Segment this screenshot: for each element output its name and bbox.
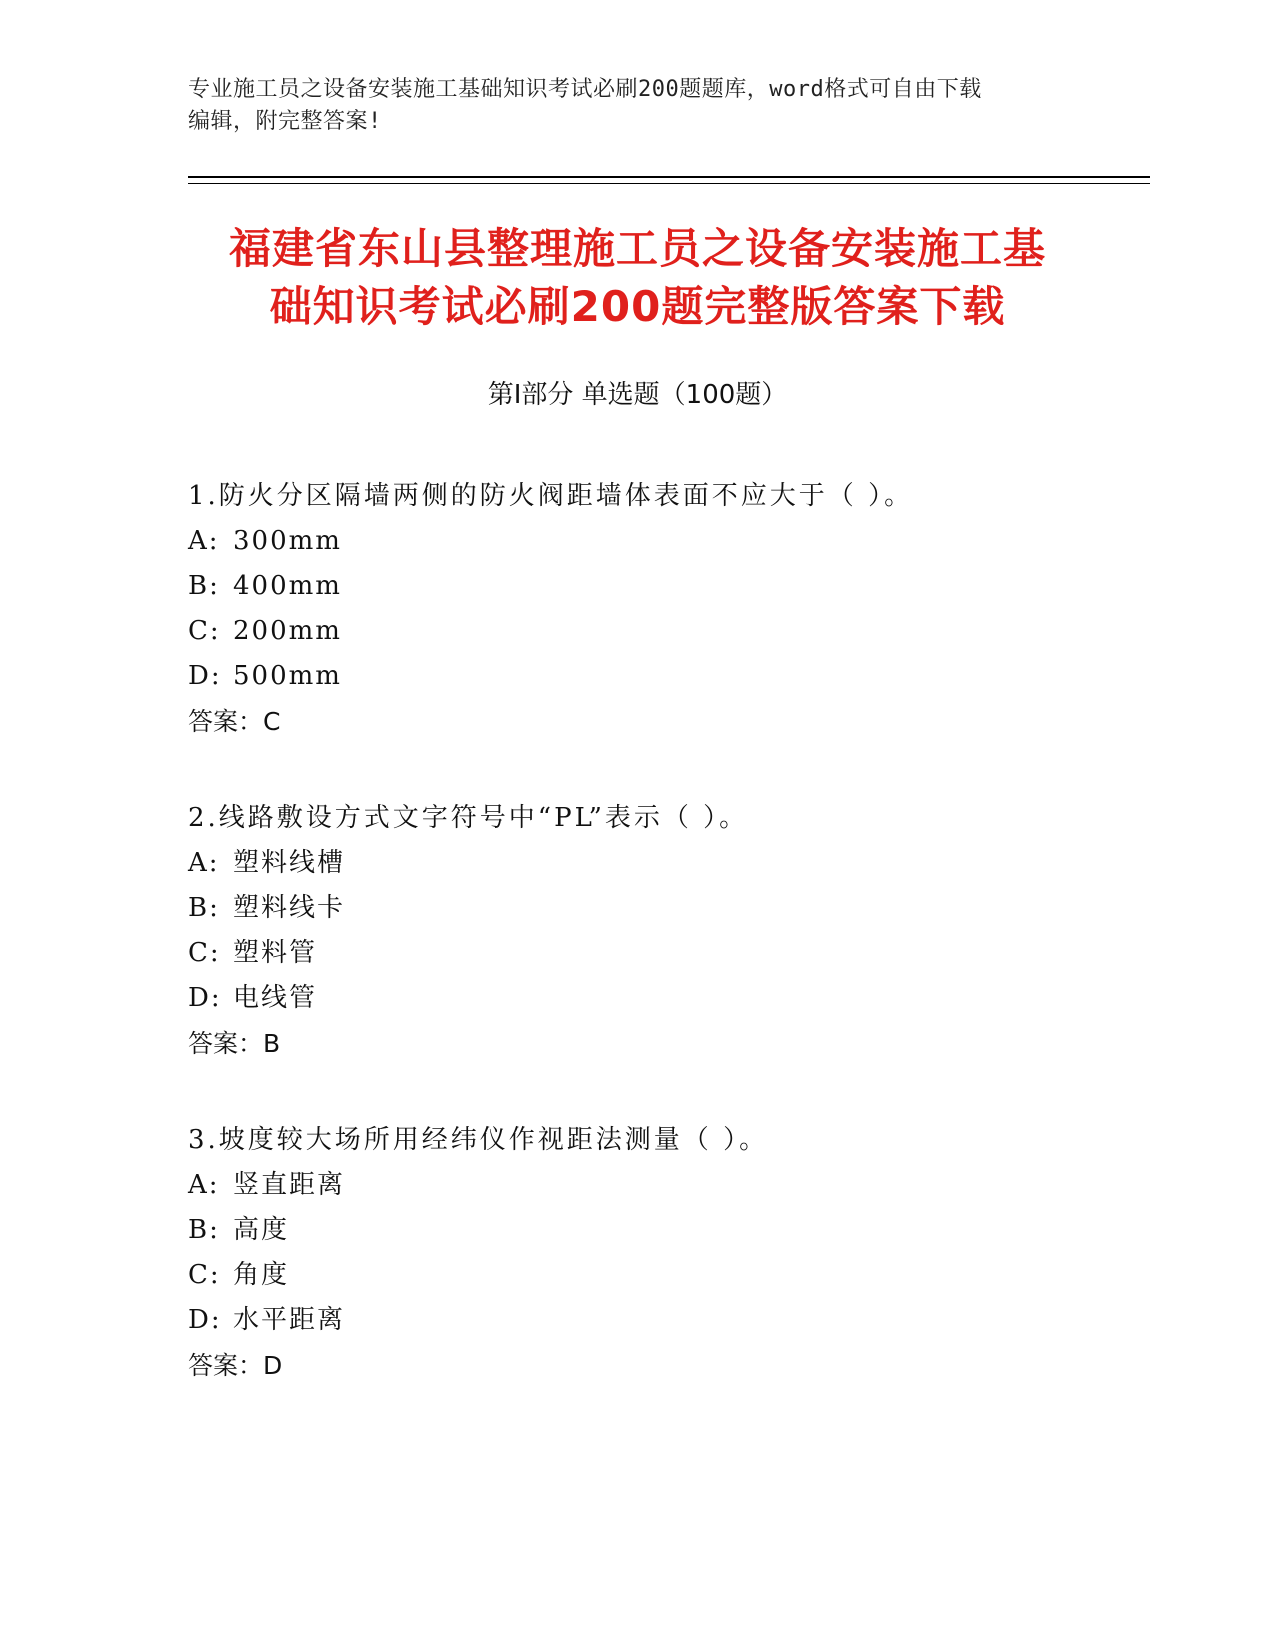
document-title-line-2: 础知识考试必刷200题完整版答案下载: [269, 282, 1006, 331]
option-d: [188, 976, 1148, 1021]
option-label: A:: [188, 526, 220, 556]
question-stem: 3.坡度较大场所用经纬仪作视距法测量（ ）。: [188, 1125, 769, 1155]
header-note: [188, 74, 1068, 138]
header-divider-thin: [188, 183, 1150, 184]
option-text: 高度: [233, 1215, 290, 1245]
option-text: 500mm: [233, 661, 342, 691]
option-text: 400mm: [233, 571, 342, 601]
option-text: 塑料线槽: [233, 848, 346, 878]
option-b: [188, 564, 1148, 609]
option-label: B:: [188, 571, 220, 601]
option-label: D:: [188, 661, 222, 691]
option-text: 角度: [233, 1260, 290, 1290]
option-b: [188, 1208, 1148, 1253]
option-b: [188, 886, 1148, 931]
option-a: [188, 519, 1148, 564]
question-list: [188, 474, 1148, 1440]
option-c: [188, 931, 1148, 976]
option-text: 200mm: [233, 616, 342, 646]
header-divider-thick: [188, 176, 1150, 178]
question-stem: 1.防火分区隔墙两侧的防火阀距墙体表面不应大于（ ）。: [188, 481, 914, 511]
option-label: D:: [188, 1305, 222, 1335]
option-text: 竖直距离: [233, 1170, 346, 1200]
answer-line: 答案：C: [188, 707, 281, 736]
option-d: [188, 654, 1148, 699]
option-text: 300mm: [233, 526, 342, 556]
option-label: A:: [188, 848, 220, 878]
answer-line: 答案：B: [188, 1029, 281, 1058]
option-text: 水平距离: [233, 1305, 346, 1335]
option-d: [188, 1298, 1148, 1343]
header-note-line-1: 专业施工员之设备安装施工基础知识考试必刷200题题库，word格式可自由下载: [188, 77, 982, 102]
document-title-line-1: 福建省东山县整理施工员之设备安装施工基: [228, 224, 1046, 273]
question-1: [188, 474, 1148, 744]
document-title: [150, 220, 1125, 336]
section-title: 第Ⅰ部分 单选题（100题）: [487, 380, 788, 410]
answer-line: 答案：D: [188, 1351, 283, 1380]
option-label: A:: [188, 1170, 220, 1200]
option-c: [188, 609, 1148, 654]
option-label: C:: [188, 1260, 221, 1290]
option-label: B:: [188, 1215, 220, 1245]
option-text: 电线管: [233, 983, 318, 1013]
header-note-line-2: 编辑，附完整答案!: [188, 109, 382, 134]
question-3: [188, 1118, 1148, 1388]
option-label: B:: [188, 893, 220, 923]
option-a: [188, 1163, 1148, 1208]
option-text: 塑料管: [233, 938, 318, 968]
option-label: C:: [188, 616, 221, 646]
option-text: 塑料线卡: [233, 893, 346, 923]
option-a: [188, 841, 1148, 886]
question-stem: 2.线路敷设方式文字符号中“PL”表示（ ）。: [188, 803, 749, 833]
option-c: [188, 1253, 1148, 1298]
option-label: D:: [188, 983, 222, 1013]
option-label: C:: [188, 938, 221, 968]
question-2: [188, 796, 1148, 1066]
